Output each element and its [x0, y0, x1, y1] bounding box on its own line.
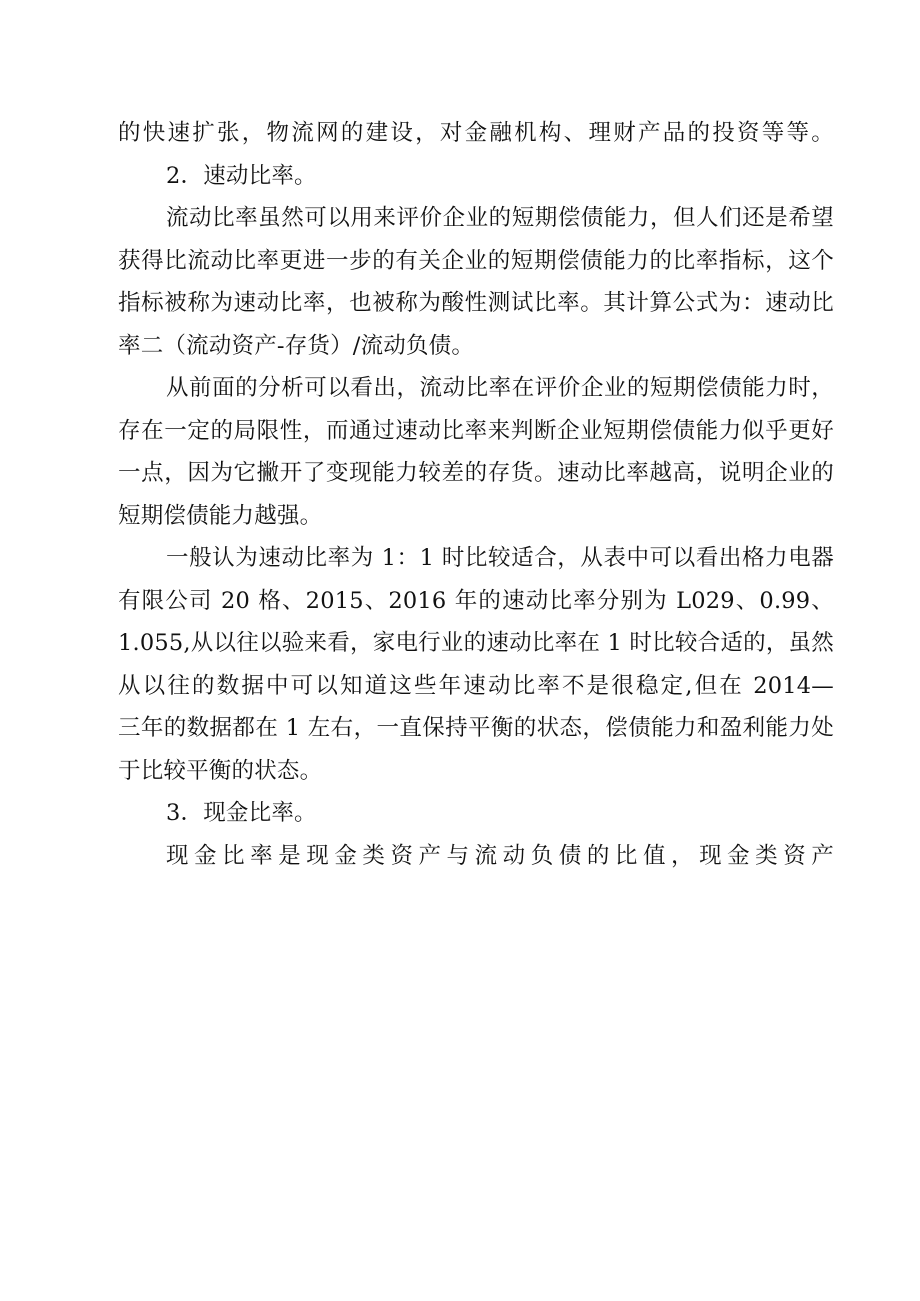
- text-line: 获得比流动比率更进一步的有关企业的短期偿债能力的比率指标，这个: [118, 247, 834, 274]
- text-line: 从以往的数据中可以知道这些年速动比率不是很稳定,但在 2014—: [118, 672, 834, 699]
- document-body: [118, 112, 834, 877]
- text-line: 现金比率是现金类资产与流动负债的比值，现金类资产: [166, 842, 834, 869]
- text-line: 一点，因为它撇开了变现能力较差的存货。速动比率越高，说明企业的: [118, 460, 834, 486]
- section-heading: 2．速动比率。: [166, 162, 317, 189]
- text-line: 流动比率虽然可以用来评价企业的短期偿债能力，但人们还是希望: [166, 205, 834, 231]
- text-line: 有限公司 20 格、2015、2016 年的速动比率分别为 L029、0.99、: [118, 587, 834, 614]
- text-line: 三年的数据都在 1 左右，一直保持平衡的状态，偿债能力和盈利能力处: [118, 715, 834, 741]
- text-line: 于比较平衡的状态。: [118, 757, 323, 784]
- text-line: 1.055,从以往以验来看，家电行业的速动比率在 1 时比较合适的，虽然: [118, 630, 834, 656]
- section-heading: 3．现金比率。: [166, 800, 317, 826]
- text-line: 率二（流动资产-存货）/流动负债。: [118, 332, 475, 359]
- text-line: 一般认为速动比率为 1：1 时比较适合，从表中可以看出格力电器: [166, 545, 834, 571]
- text-line: 指标被称为速动比率，也被称为酸性测试比率。其计算公式为：速动比: [118, 290, 834, 316]
- text-line: 存在一定的局限性，而通过速动比率来判断企业短期偿债能力似乎更好: [118, 417, 834, 444]
- text-line: 短期偿债能力越强。: [118, 502, 323, 529]
- text-line: 的快速扩张，物流网的建设，对金融机构、理财产品的投资等等。: [118, 120, 834, 146]
- text-line: 从前面的分析可以看出，流动比率在评价企业的短期偿债能力时，: [166, 375, 834, 401]
